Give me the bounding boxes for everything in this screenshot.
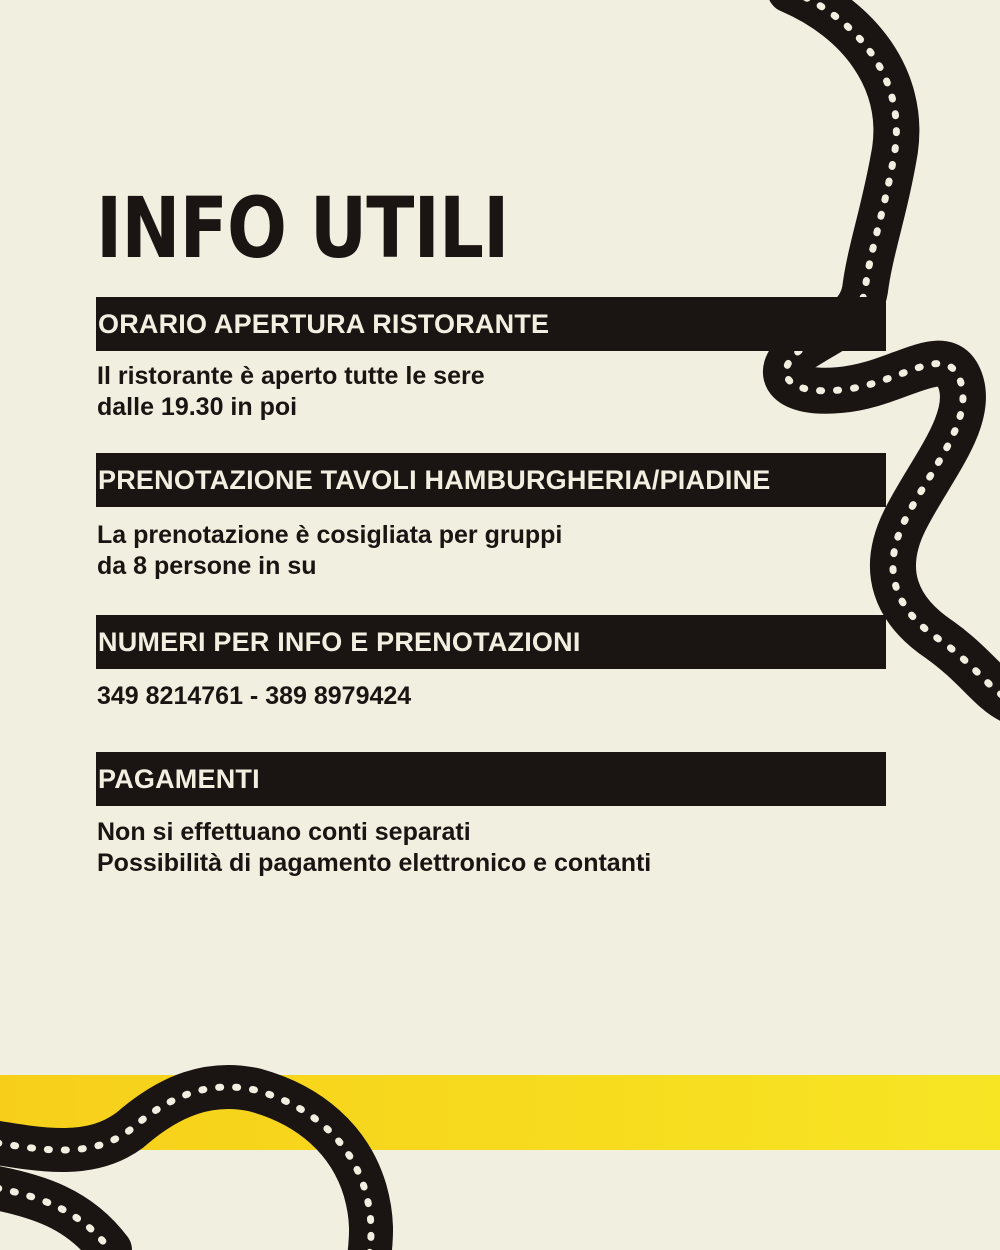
section-line: da 8 persone in su — [97, 552, 317, 580]
section-heading: PAGAMENTI — [98, 764, 260, 794]
section-line: La prenotazione è cosigliata per gruppi — [97, 521, 563, 549]
section-body-payments — [97, 817, 651, 879]
section-header-table-booking — [96, 453, 886, 507]
section-heading: ORARIO APERTURA RISTORANTE — [98, 309, 550, 339]
section-header-payments — [96, 752, 886, 806]
section-line: dalle 19.30 in poi — [97, 393, 298, 421]
phone-numbers: 349 8214761 - 389 8979424 — [97, 682, 412, 710]
section-line: Il ristorante è aperto tutte le sere — [97, 362, 485, 390]
section-line: Non si effettuano conti separati — [97, 818, 471, 846]
section-body-opening-hours — [97, 361, 485, 423]
section-line: Possibilità di pagamento elettronico e contanti — [97, 849, 652, 877]
section-body-contact-numbers — [97, 681, 411, 712]
section-heading: PRENOTAZIONE TAVOLI HAMBURGHERIA/PIADINE — [98, 465, 771, 495]
section-header-opening-hours — [96, 297, 886, 351]
page-title: INFO UTILI — [96, 179, 509, 277]
section-heading: NUMERI PER INFO E PRENOTAZIONI — [98, 627, 581, 657]
section-header-contact-numbers — [96, 615, 886, 669]
section-body-table-booking — [97, 520, 562, 582]
